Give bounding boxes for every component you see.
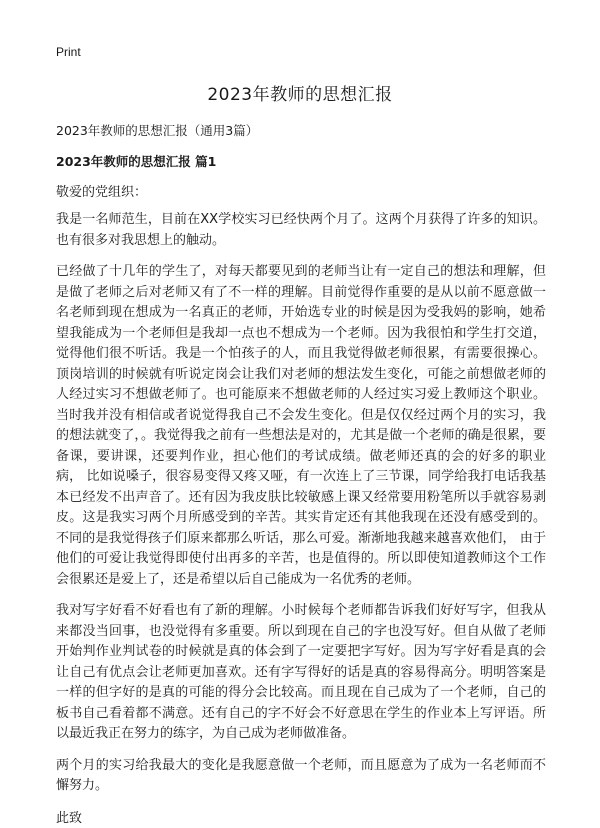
section-heading: 2023年教师的思想汇报 篇1 (56, 154, 217, 169)
paragraph-intro: 我是一名师范生，目前在XX学校实习已经快两个月了。这两个月获得了许多的知识。也有很多对我思想上的触动。 (56, 212, 546, 248)
paragraph-experience: 已经做了十几年的学生了，对每天都要见到的老师当让有一定自己的想法和理解，但是做了老师之后对老师又有了不一样的理解。目前觉得作重要的是从以前不愿意做一名老师到现在想成为一名真正的老师，开始选专业的时候是因为受我妈的影响，她希望我能成为一个老师但是我却一点也不想成为一个老师。因为我很怕和学生打交道，觉得他们很不听话。我是一个怕孩子的人，而且我觉得做老师很累，有需要很操心。顶岗培训的时候就有听说定岗会让我们对老师的想法发生变化，可能之前想做老师的人经过实习不想做老师了。也可能原来不想做老师的人经过实习爱上教师这个职业。当时我并没有相信或者说觉得我自己不会发生变化。但是仅仅经过两个月的实习，我的想法就变了，。我觉得我之前有一些想法是对的，尤其是做一个老师的确是很累，要备课，要讲课，还要判作业，担心他们的考试成绩。做老师还真的会的好多的职业病， 比如说嗓子，很容易变得又疼又哑，有一次连上了三节课，同学给我打电话我基本已经发不出声音了。还有因为我皮肤比较敏感上课又经常要用粉笔所以手就容易剥皮。这是我实习两个月所感受到的辛苦。其实肯定还有其他我现在还没有感受到的。不同的是我觉得孩子们原来都那么听话，那么可爱。渐渐地我越来越喜欢他们， 由于他们的可爱让我觉得即使付出再多的辛苦，也是值得的。所以即使知道教师这个工作会很累还是爱上了，还是希望以后自己能成为一名优秀的老师。 (56, 264, 546, 587)
print-link[interactable]: Print (56, 45, 81, 59)
letter-body (56, 210, 546, 828)
paragraph-handwriting: 我对写字好看不好看也有了新的理解。小时候每个老师都告诉我们好好写字，但我从来都没当回事，也没觉得有多重要。所以到现在自己的字也没写好。但自从做了老师开始判作业判试卷的时候就是真的体会到了一定要把字写好。因为写字好看是真的会让自己有优点会让老师更加喜欢。还有字写得好的话是真的容易得高分。明明答案是一样的但字好的是真的可能的得分会比较高。而且现在自己成为了一个老师，自己的板书自己看着都不满意。还有自己的字不好会不好意思在学生的作业本上写评语。所以最近我正在努力的练字，为自己成为老师做准备。 (56, 603, 546, 741)
paragraph-conclusion: 两个月的实习给我最大的变化是我愿意做一个老师，而且愿意为了成为一名老师而不懈努力。 (56, 757, 546, 793)
closing-salutation: 此致 (56, 810, 83, 826)
document-subtitle: 2023年教师的思想汇报（通用3篇） (56, 123, 259, 138)
greeting: 敬爱的党组织： (56, 185, 148, 200)
document-title: 2023年教师的思想汇报 (207, 85, 393, 105)
